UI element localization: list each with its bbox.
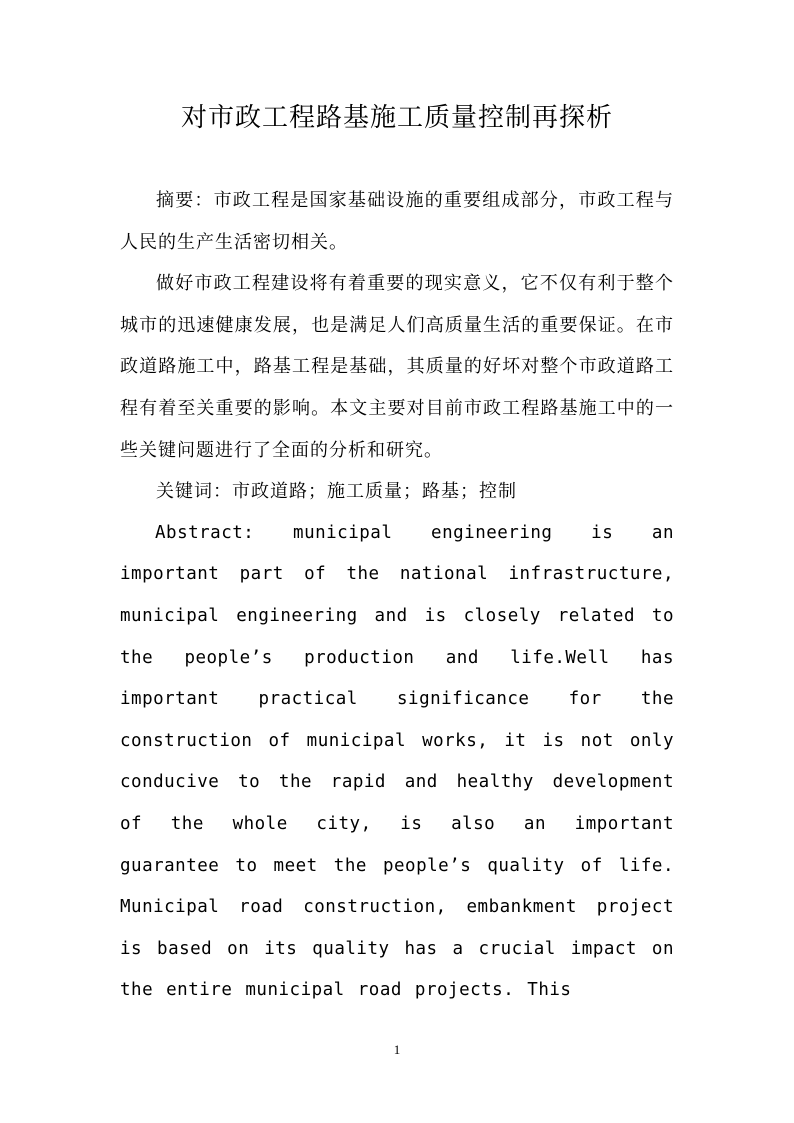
page-number: 1 — [393, 1042, 401, 1057]
document-body — [120, 180, 674, 1012]
abstract-paragraph-cn: 摘要：市政工程是国家基础设施的重要组成部分，市政工程与人民的生产生活密切相关。 — [120, 190, 674, 253]
abstract-paragraph-en: Abstract: municipal engineering is an important part of the national infrastructure, municipal engineering and is closely related to the people’s production and life.Well has important practical significance for the construction of municipal works, it is not only conducive to the rapid and healthy development of the whole city, is also an important guarantee to meet the people’s quality of life. Municipal road construction, embankment project is based on its quality has a crucial impact on the entire municipal road projects. This — [120, 522, 674, 1001]
body-paragraph-cn: 做好市政工程建设将有着重要的现实意义，它不仅有利于整个城市的迅速健康发展，也是满足人们高质量生活的重要保证。在市政道路施工中，路基工程是基础，其质量的好坏对整个市政道路工程有着至关重要的影响。本文主要对目前市政工程路基施工中的一些关键问题进行了全面的分析和研究。 — [120, 273, 674, 461]
document-title: 对市政工程路基施工质量控制再探析 — [180, 103, 613, 133]
keywords-paragraph: 关键词：市政道路；施工质量；路基；控制 — [156, 481, 517, 503]
